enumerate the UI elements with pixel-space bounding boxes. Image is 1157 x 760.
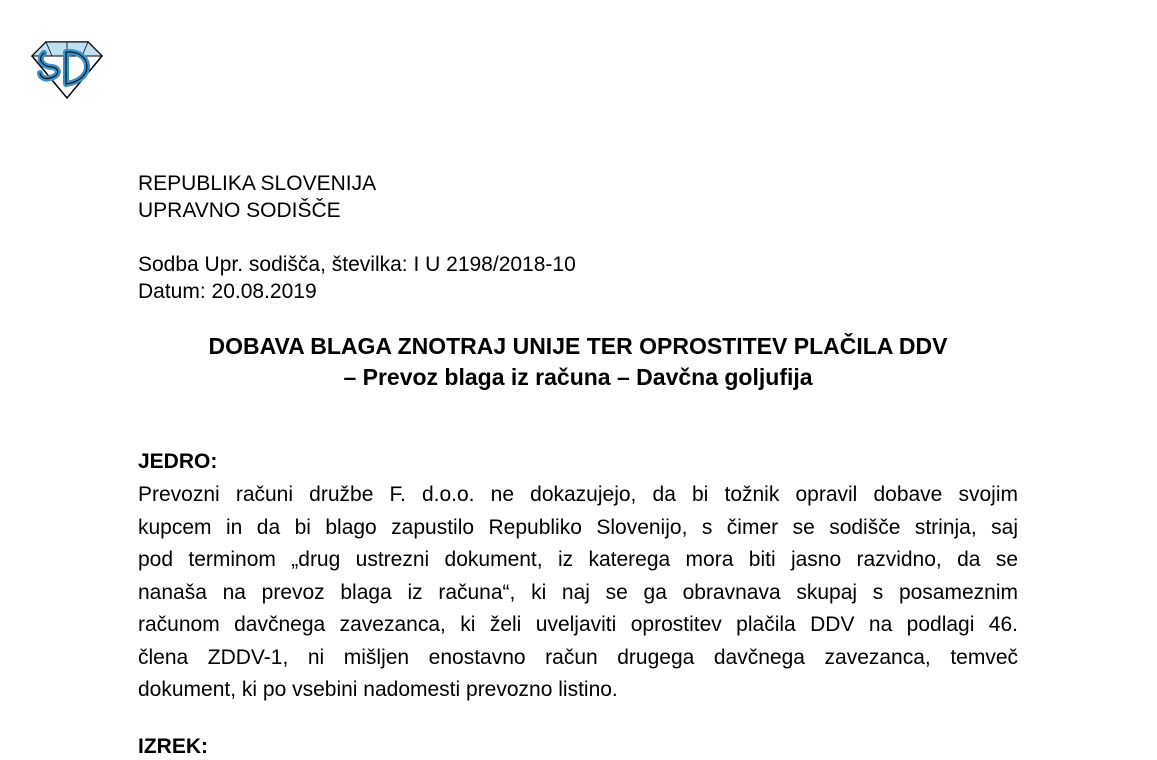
document-title — [138, 331, 1018, 393]
court-name — [138, 170, 376, 224]
judgment-meta — [138, 251, 576, 305]
jedro-paragraph — [138, 479, 1018, 707]
judgment-date: Datum: 20.08.2019 — [138, 280, 317, 303]
jedro-heading: JEDRO: — [138, 450, 218, 473]
jedro-line: dokument, ki po vsebini nadomesti prevozno listino. — [138, 678, 618, 701]
court-line-republic: REPUBLIKA SLOVENIJA — [138, 172, 377, 195]
title-line-main: DOBAVA BLAGA ZNOTRAJ UNIJE TER OPROSTITEV PLAČILA DDV — [208, 333, 948, 359]
court-line-administrative-court: UPRAVNO SODIŠČE — [138, 199, 341, 222]
jedro-line: računom davčnega zavezanca, ki želi uveljaviti oprostitev plačila DDV na podlagi 46. — [138, 613, 1018, 636]
jedro-line: nanaša na prevoz blaga iz računa“, ki naj se ga obravnava skupaj s posameznim — [138, 580, 1018, 604]
title-line-subtitle: – Prevoz blaga iz računa – Davčna goljufija — [343, 364, 813, 390]
jedro-line: Prevozni računi družbe F. d.o.o. ne dokazujejo, da bi tožnik opravil dobave svojim — [138, 483, 1018, 506]
jedro-line: člena ZDDV-1, ni mišljen enostavno račun drugega davčnega zavezanca, temveč — [138, 645, 1018, 669]
diamond-sd-logo-icon — [30, 40, 104, 100]
jedro-line: kupcem in da bi blago zapustilo Republiko Slovenijo, s čimer se sodišče strinja, saj — [138, 515, 1018, 539]
judgment-number: Sodba Upr. sodišča, številka: I U 2198/2018-10 — [138, 253, 576, 276]
court-logo — [30, 40, 104, 100]
jedro-line: pod terminom „drug ustrezni dokument, iz katerega mora biti jasno razvidno, da se — [138, 548, 1018, 571]
izrek-heading: IZREK: — [138, 735, 208, 758]
